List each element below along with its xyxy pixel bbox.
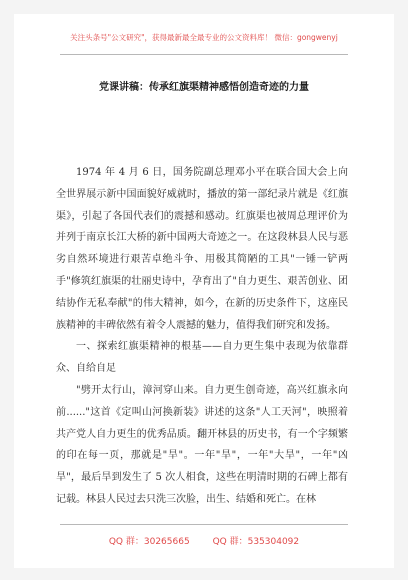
header-divider [60, 54, 348, 55]
section-heading: 一、探索红旗渠精神的根基——自力更生集中表现为依靠群众、自给自足 [56, 341, 348, 375]
header-notice: 关注头条号"公文研究"，获得最新最全最专业的公文资料库！ 微信：gongwenyj [70, 33, 338, 42]
document-body [56, 162, 348, 511]
document-page [14, 14, 394, 568]
paragraph-intro: 1974 年 4 月 6 日，国务院副总理邓小平在联合国大会上向全世界展示新中国面貌好威就时，播放的第一部纪录片就是《红旗渠》，引起了各国代表们的震撼和感动。红旗渠也被周总理评价为并列于南京长江大桥的新中国两大奇迹之一。在这段林县人民与恶劣自然环境进行艰苦卓绝斗争、用极其简陋的工具"一锤一铲两手"修筑红旗渠的壮丽史诗中，孕育出了"自力更生、艰苦创业、团结协作无私奉献"的伟大精神，如今，在新的历史条件下，这座民族精神的丰碑依然有着令人震撼的魅力，值得我们研究和发扬。 [56, 167, 348, 331]
footer-qq-right: QQ 群：535304092 [212, 537, 300, 547]
footer [14, 534, 394, 547]
footer-divider [60, 524, 348, 525]
footer-qq-left: QQ 群：30265665 [108, 537, 190, 547]
paragraph-section-1: "劈开太行山，漳河穿山来。自力更生创奇迹，高兴红旗永向前......"这首《定叫山河换新装》讲述的这条"人工天河"，映照着共产党人自力更生的优秀品质。翻开林县的历史书，有一个字频繁的印在每一页，那就是"旱"。一年"旱"，一年"大旱"，一年"凶旱"，最后旱到发生了 5 次人相食，这些在明清时期的石碑上都有记载。林县人民过去只洗三次脸，出生、结婚和死亡。在林 [56, 384, 348, 505]
document-title: 党课讲稿：传承红旗渠精神感悟创造奇迹的力量 [99, 82, 309, 93]
